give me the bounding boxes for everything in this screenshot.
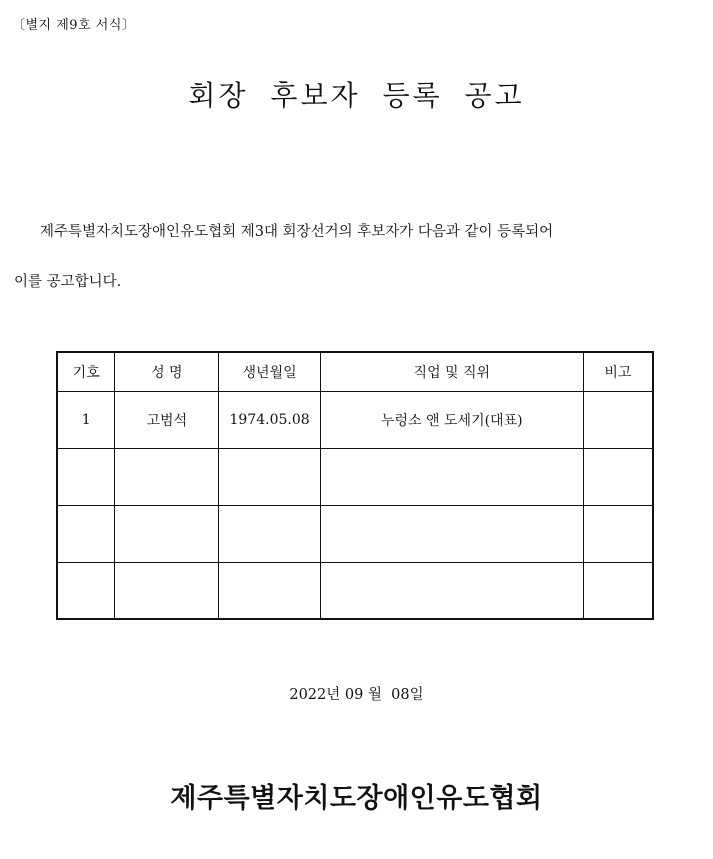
cell-birthdate: 1974.05.08 — [219, 391, 321, 448]
organization-name: 제주특별자치도장애인유도협회 — [170, 783, 543, 814]
cell-birthdate — [219, 505, 321, 562]
cell-occupation — [320, 448, 583, 505]
header-occupation: 직업 및 직위 — [320, 352, 583, 391]
cell-remarks — [583, 562, 653, 619]
notice-text-line-2: 이를 공고합니다. — [14, 274, 122, 290]
cell-number — [57, 505, 115, 562]
table-row — [57, 391, 653, 448]
cell-name — [115, 505, 219, 562]
cell-occupation — [320, 562, 583, 619]
header-name: 성 명 — [115, 352, 219, 391]
cell-number: 1 — [57, 391, 115, 448]
cell-occupation — [320, 505, 583, 562]
cell-occupation: 누렁소 앤 도세기(대표) — [320, 391, 583, 448]
cell-birthdate — [219, 448, 321, 505]
table-row — [57, 505, 653, 562]
announcement-date — [0, 683, 713, 704]
cell-name — [115, 562, 219, 619]
cell-birthdate — [219, 562, 321, 619]
cell-remarks — [583, 391, 653, 448]
header-number: 기호 — [57, 352, 115, 391]
cell-name — [115, 448, 219, 505]
header-birthdate: 생년월일 — [219, 352, 321, 391]
table-row — [57, 562, 653, 619]
date-year: 2022년 — [289, 687, 341, 703]
cell-number — [57, 562, 115, 619]
table-row — [57, 448, 653, 505]
date-month: 09 — [344, 687, 364, 703]
cell-number — [57, 448, 115, 505]
table-header-row — [57, 352, 653, 391]
cell-remarks — [583, 505, 653, 562]
date-day: 08일 — [391, 687, 424, 703]
form-label: 〔별지 제9호 서식〕 — [12, 18, 136, 33]
header-remarks: 비고 — [583, 352, 653, 391]
page-title: 회장 후보자 등록 공고 — [188, 79, 525, 112]
cell-remarks — [583, 448, 653, 505]
date-month-unit: 월 — [367, 687, 382, 703]
notice-text-line-1: 제주특별자치도장애인유도협회 제3대 회장선거의 후보자가 다음과 같이 등록되어 — [40, 224, 554, 240]
candidate-table — [56, 351, 654, 620]
cell-name: 고범석 — [115, 391, 219, 448]
